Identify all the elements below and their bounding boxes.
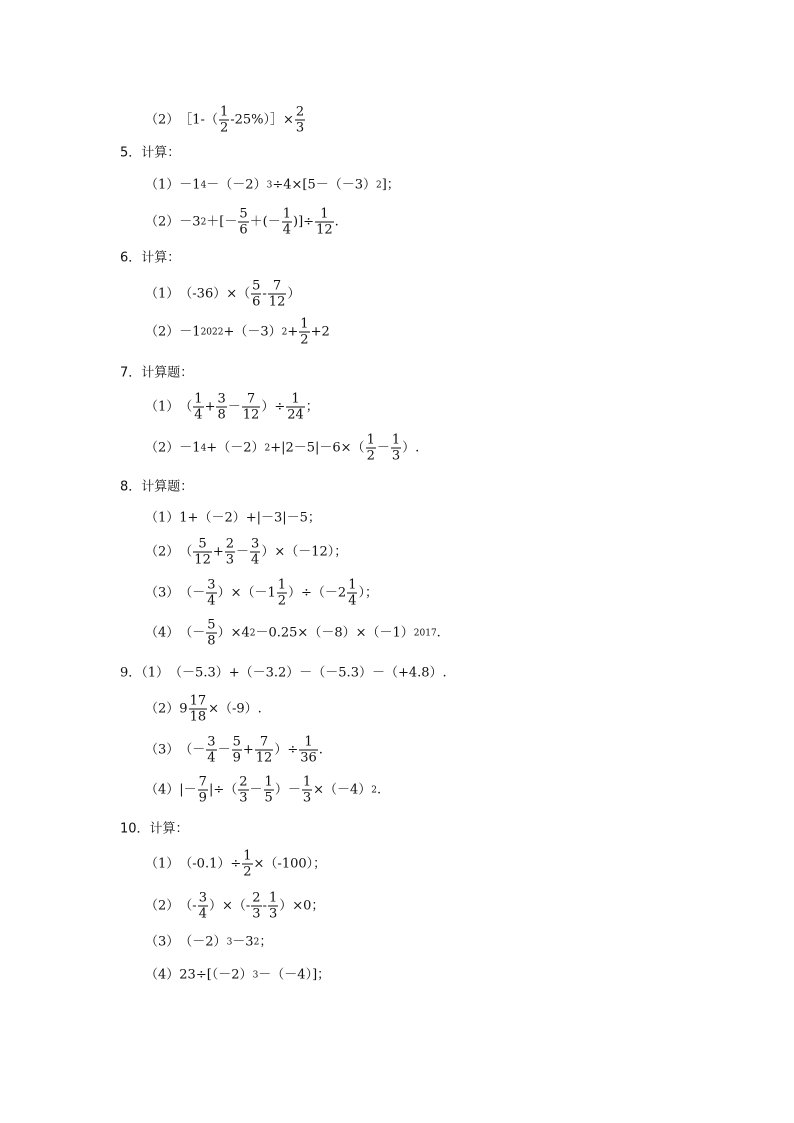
item-label: （1） [145, 286, 180, 302]
fraction-numerator: 2 [252, 890, 261, 906]
fraction [251, 892, 261, 921]
fraction-denominator: 8 [217, 407, 226, 423]
item-label: （1） [145, 856, 180, 872]
problem-item: （4） 23÷[（－2） 3 －（－4）]； [145, 967, 331, 983]
expression-text: + [204, 399, 216, 415]
fraction-denominator: 9 [198, 790, 207, 806]
expression-text: ）. [402, 440, 420, 456]
expression-text: （－5.3）+（－3.2）－（－5.3）－（+4.8）. [169, 665, 447, 681]
fraction-numerator: 3 [251, 536, 260, 552]
fraction [391, 434, 401, 463]
fraction-numerator: 1 [302, 774, 312, 790]
expression-text: （-36）×（ [179, 286, 251, 302]
expression-text: - [262, 898, 267, 914]
fraction [225, 538, 235, 567]
fraction [198, 776, 208, 805]
expression-text: ）－ [274, 782, 301, 798]
problem-heading: 5．计算： [120, 145, 181, 161]
fraction-denominator: 3 [295, 120, 305, 136]
fraction-denominator: 8 [207, 633, 216, 649]
fraction [198, 892, 208, 921]
expression-text: （－ [179, 585, 206, 601]
expression-text: （ [179, 544, 193, 560]
expression-text: －3 [179, 214, 201, 230]
expression-text: ）×（－1 [217, 585, 276, 601]
item-label: （2） [145, 214, 180, 230]
problem-heading: 7．计算题： [120, 365, 194, 381]
fraction-denominator: 18 [189, 709, 207, 725]
item-label: （2） [145, 898, 180, 914]
fraction [302, 776, 312, 805]
fraction-numerator: 5 [207, 617, 216, 633]
fraction [277, 579, 287, 608]
fraction-denominator: 12 [316, 222, 333, 238]
expression-text: + [212, 544, 224, 560]
fraction-denominator: 3 [268, 906, 278, 922]
problem-item [145, 106, 306, 135]
fraction-denominator: 36 [300, 750, 317, 766]
problem-item: （2） －1 4 +（－2） 2 +|2－5|－6×（ $\frac{1}{2}$ － $\frac{1}{3}$ ）. [145, 432, 420, 464]
fraction [315, 208, 334, 237]
expression-text: ）÷ [261, 399, 286, 415]
problem-item: （3） （－2） 3 －3 2 ； [145, 934, 273, 950]
fraction [264, 776, 274, 805]
expression-text: －（－4）]； [258, 967, 331, 983]
expression-text: - [262, 286, 267, 302]
fraction [219, 106, 229, 135]
fraction-numerator: 5 [252, 278, 261, 294]
fraction-denominator: 4 [251, 552, 260, 568]
fraction-denominator: 12 [268, 294, 286, 310]
fraction-denominator: 4 [207, 593, 216, 609]
expression-text: + [242, 742, 254, 758]
fraction [216, 393, 226, 422]
expression-text: － [217, 742, 231, 758]
fraction [295, 106, 305, 135]
problem-heading: 6．计算： [120, 250, 181, 266]
fraction-denominator: 3 [239, 790, 248, 806]
expression-text: （－ [179, 625, 206, 641]
expression-text: +（－2） [206, 440, 265, 456]
expression-text: （- [179, 898, 197, 914]
fraction-denominator: 4 [348, 593, 357, 609]
expression-text: ）×（－12）； [261, 544, 348, 560]
fraction-numerator: 2 [295, 104, 305, 120]
expression-text: . [436, 625, 441, 641]
fraction-numerator: 1 [243, 848, 252, 864]
fraction-numerator: 1 [268, 890, 278, 906]
expression-text: ＋(－ [249, 214, 281, 230]
fraction-numerator: 1 [219, 104, 229, 120]
fraction [299, 736, 318, 765]
expression-text: （－ [179, 742, 206, 758]
fraction [299, 318, 309, 347]
fraction-denominator: 2 [277, 593, 287, 609]
problem-heading: 10．计算： [120, 821, 189, 837]
fraction-numerator: 17 [189, 693, 207, 709]
item-label: （1） [145, 177, 180, 193]
problem-heading: 8．计算题： [120, 479, 194, 495]
fraction [268, 280, 287, 309]
fraction-numerator: 1 [366, 432, 375, 448]
fraction-numerator: 1 [282, 206, 292, 222]
fraction-denominator: 12 [242, 407, 260, 423]
expression-text: － [376, 440, 390, 456]
expression-text: +2 [310, 324, 330, 340]
problem-item: （4） |－ $\frac{7}{9}$ |÷（ $\frac{2}{3}$ － $\frac{1}{5}$ ）－ $\frac{1}{3}$ ×（－4） 2 . [145, 774, 382, 806]
item-label: （4） [145, 625, 180, 641]
expression-text: 23÷[（－2） [179, 967, 253, 983]
fraction-denominator: 3 [302, 790, 312, 806]
fraction-denominator: 2 [219, 120, 229, 136]
fraction [251, 280, 261, 309]
fraction-numerator: 7 [259, 734, 269, 750]
expression-text: ） [287, 286, 301, 302]
problem-item: （2） －1 2022 +（－3） 2 + $\frac{1}{2}$ +2 [145, 316, 330, 348]
expression-text: －1 [179, 324, 201, 340]
fraction-denominator: 4 [207, 750, 216, 766]
problem-item: （4） （－ $\frac{5}{8}$ ）×4 2 －0.25×（－8）×（－1） 2017 . [145, 617, 441, 649]
problem-item [145, 280, 300, 309]
expression-text: ； [259, 934, 273, 950]
expression-text: －（－2） [206, 177, 267, 193]
fraction-numerator: 1 [300, 316, 309, 332]
fraction-numerator: 3 [207, 734, 216, 750]
item-label: （2） [145, 544, 180, 560]
problem-item [145, 892, 324, 921]
fraction-numerator: 5 [198, 536, 207, 552]
expression-text: －1 [179, 440, 201, 456]
fraction-denominator: 24 [287, 407, 304, 423]
item-label: （4） [145, 782, 180, 798]
fraction [193, 538, 212, 567]
item-label: （2） [145, 324, 180, 340]
fraction-numerator: 7 [198, 774, 207, 790]
fraction [282, 208, 292, 237]
fraction-numerator: 2 [239, 774, 248, 790]
expression-text: ×（-100）； [253, 856, 327, 872]
fraction [206, 619, 216, 648]
expression-text: + [287, 324, 299, 340]
expression-text: |÷（ [208, 782, 238, 798]
item-label: （3） [145, 742, 180, 758]
fraction [238, 776, 248, 805]
expression-text: |－ [179, 782, 197, 798]
expression-text: 1+（－2）+|－3|－5； [179, 510, 321, 526]
fraction-numerator: 3 [217, 391, 226, 407]
expression-text: ）×4 [217, 625, 250, 641]
item-label: （4） [145, 967, 180, 983]
fraction-denominator: 2 [300, 332, 309, 348]
item-label: （3） [145, 934, 180, 950]
fraction-denominator: 9 [232, 750, 241, 766]
expression-text: . [377, 782, 382, 798]
problem-item [145, 538, 347, 567]
expression-text: －3 [232, 934, 254, 950]
fraction [232, 736, 242, 765]
fraction-denominator: 4 [198, 906, 207, 922]
problem-item [120, 667, 447, 680]
item-label: （1） [145, 510, 180, 526]
fraction-denominator: 12 [194, 552, 211, 568]
fraction-numerator: 3 [198, 890, 207, 906]
fraction [206, 736, 216, 765]
item-label: （2） [145, 112, 180, 128]
fraction [255, 736, 274, 765]
expression-text: ）×0； [279, 898, 325, 914]
fraction [250, 538, 260, 567]
fraction-numerator: 7 [272, 278, 282, 294]
problem-item [145, 736, 323, 765]
expression-text: －0.25×（－8）×（－1） [255, 625, 414, 641]
fraction-numerator: 1 [320, 206, 329, 222]
fraction [206, 579, 216, 608]
item-label: （2） [145, 440, 180, 456]
fraction [347, 579, 357, 608]
problem-item [145, 695, 262, 724]
fraction-denominator: 4 [282, 222, 292, 238]
fraction [238, 208, 248, 237]
expression-text: ）÷（－2 [288, 585, 347, 601]
problem-item [145, 393, 319, 422]
fraction-denominator: 6 [239, 222, 248, 238]
fraction-denominator: 2 [366, 448, 375, 464]
item-label: （2） [145, 701, 180, 717]
fraction [189, 695, 208, 724]
fraction-numerator: 1 [194, 391, 203, 407]
item-label: （3） [145, 585, 180, 601]
expression-text: ÷4×[5－（－3） [272, 177, 376, 193]
fraction-denominator: 3 [225, 552, 235, 568]
expression-text: ）×（- [208, 898, 251, 914]
expression-text: （ [179, 399, 193, 415]
fraction [242, 393, 261, 422]
expression-text: . [334, 214, 339, 230]
expression-text: +（－3） [223, 324, 282, 340]
expression-text: ）； [358, 585, 378, 601]
expression-text: －1 [179, 177, 201, 193]
fraction-numerator: 1 [348, 577, 357, 593]
expression-text: （－2） [179, 934, 227, 950]
problem-item [145, 850, 326, 879]
fraction-denominator: 4 [194, 407, 203, 423]
fraction-numerator: 1 [277, 577, 287, 593]
expression-text: － [249, 782, 263, 798]
fraction-denominator: 12 [255, 750, 273, 766]
problem-item [145, 512, 321, 525]
expression-text: （-0.1）÷ [179, 856, 242, 872]
fraction-denominator: 5 [264, 790, 273, 806]
expression-text: )]÷ [293, 214, 315, 230]
fraction-denominator: 3 [391, 448, 401, 464]
problem-item [145, 579, 378, 608]
expression-text: － [227, 399, 241, 415]
expression-text: 9 [179, 701, 188, 717]
item-label: 9．（1） [120, 665, 170, 681]
fraction [366, 434, 376, 463]
expression-text: ]； [381, 177, 400, 193]
fraction-numerator: 2 [225, 536, 235, 552]
fraction [242, 850, 252, 879]
fraction [193, 393, 203, 422]
fraction-numerator: 1 [391, 432, 401, 448]
fraction [268, 892, 278, 921]
expression-text: . [318, 742, 323, 758]
expression-text: ； [305, 399, 319, 415]
expression-text: -25%）］× [230, 112, 294, 128]
fraction-numerator: 1 [304, 734, 313, 750]
expression-text: ）÷ [274, 742, 299, 758]
item-label: （1） [145, 399, 180, 415]
fraction-numerator: 3 [207, 577, 216, 593]
expression-text: +|2－5|－6×（ [270, 440, 365, 456]
fraction-numerator: 5 [239, 206, 248, 222]
expression-text: ［1-（ [179, 112, 218, 128]
fraction-numerator: 1 [264, 774, 273, 790]
fraction-numerator: 7 [246, 391, 256, 407]
expression-text: － [236, 544, 250, 560]
fraction [286, 393, 305, 422]
expression-text: ×（－4） [313, 782, 372, 798]
problem-item: （2） －3 2 ＋[－ $\frac{5}{6}$ ＋(－ $\frac{1}{4}$ )]÷ $\frac{1}{12}$ . [145, 206, 339, 238]
fraction-denominator: 3 [252, 906, 261, 922]
expression-text: ＋[－ [206, 214, 238, 230]
fraction-numerator: 1 [291, 391, 300, 407]
problem-item: （1） －1 4 －（－2） 3 ÷4×[5－（－3） 2 ]； [145, 177, 400, 193]
expression-text: ×（-9）. [208, 701, 262, 717]
fraction-denominator: 6 [252, 294, 261, 310]
fraction-denominator: 2 [243, 864, 252, 880]
fraction-numerator: 5 [232, 734, 241, 750]
